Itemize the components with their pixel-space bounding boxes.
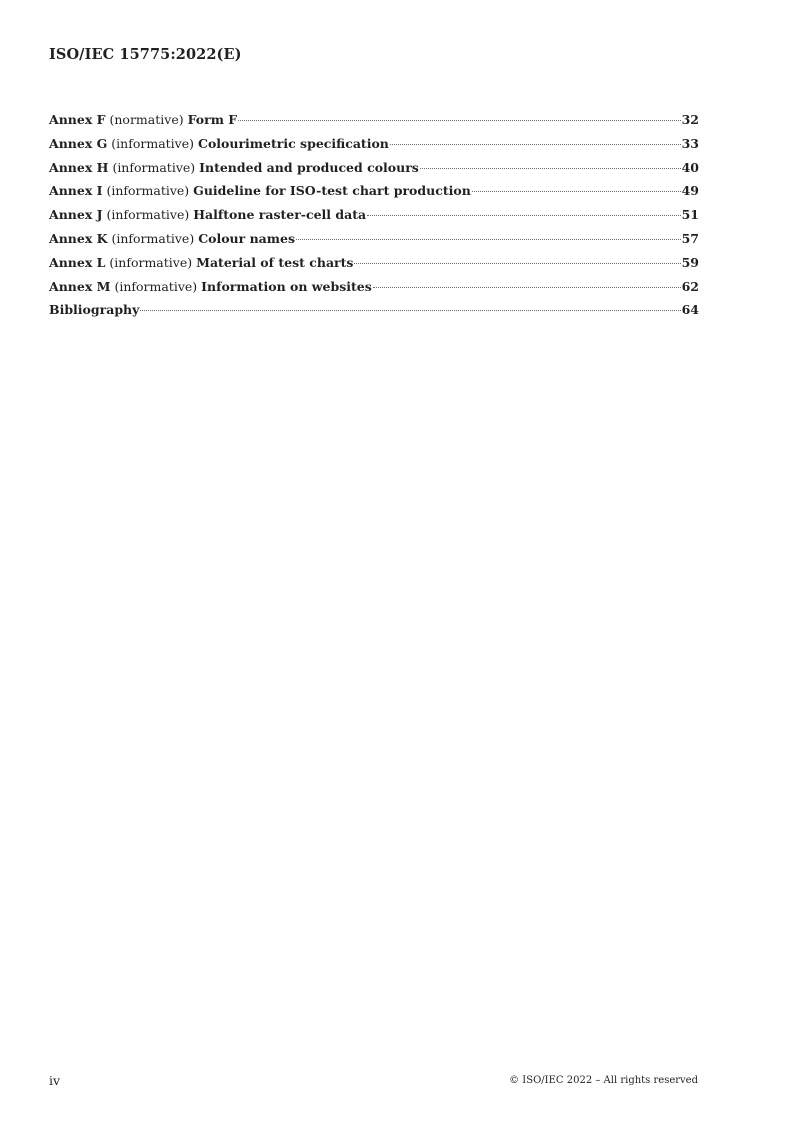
toc-annex-type: (normative) <box>109 112 184 127</box>
toc-entry-label <box>49 182 471 200</box>
toc-entry-annex-j[interactable] <box>49 206 699 230</box>
toc-annex-type: (informative) <box>111 135 195 151</box>
toc-page-number: 62 <box>681 278 699 294</box>
toc-page-number: 51 <box>681 207 699 223</box>
toc-entry-label <box>49 230 295 248</box>
toc-title: Colour names <box>198 230 295 246</box>
toc-annex: Annex K <box>49 230 108 246</box>
toc-annex-type: (informative) <box>112 159 196 175</box>
toc-annex: Annex L <box>49 254 106 270</box>
toc-dot-leader <box>367 215 680 216</box>
toc-entry-label <box>49 254 353 272</box>
toc-title: Guideline for ISO-test chart production <box>193 183 471 199</box>
toc-page-number: 40 <box>681 159 699 175</box>
toc-page-number: 59 <box>681 254 699 270</box>
toc-entry-annex-m[interactable] <box>49 278 699 302</box>
toc-page-number: 57 <box>681 230 699 246</box>
toc-entry-annex-i[interactable] <box>49 182 699 206</box>
toc-annex-type: (informative) <box>106 183 190 199</box>
toc-annex: Annex I <box>49 183 103 199</box>
toc-entry-bibliography[interactable] <box>49 301 699 325</box>
toc-annex-type: (informative) <box>114 278 198 294</box>
toc-title: Intended and produced colours <box>199 159 419 175</box>
footer-copyright: © ISO/IEC 2022 – All rights reserved <box>509 1075 698 1086</box>
toc-dot-leader <box>296 239 681 240</box>
toc-entry-annex-h[interactable] <box>49 159 699 183</box>
toc-dot-leader <box>354 263 680 264</box>
toc-entry-label <box>49 206 366 224</box>
toc-title: Information on websites <box>201 278 372 294</box>
toc-entry-annex-k[interactable] <box>49 230 699 254</box>
toc-annex: Annex J <box>49 207 103 223</box>
footer-page-number: iv <box>49 1073 61 1088</box>
toc-title: Form F <box>187 112 238 127</box>
toc-annex-type: (informative) <box>109 254 193 270</box>
document-id: ISO/IEC 15775:2022(E) <box>49 46 242 63</box>
toc-dot-leader <box>420 168 681 169</box>
toc-annex: Annex H <box>49 159 109 175</box>
toc-page-number: 33 <box>681 135 699 151</box>
toc-entry-label <box>49 111 237 129</box>
toc-title: Colourimetric specification <box>198 135 389 151</box>
toc-title: Material of test charts <box>196 254 354 270</box>
toc-entry-label <box>49 159 419 177</box>
toc-page-number: 49 <box>681 183 699 199</box>
toc-entry-annex-g[interactable] <box>49 135 699 159</box>
toc-entry-annex-l[interactable] <box>49 254 699 278</box>
toc-title: Bibliography <box>49 302 140 318</box>
toc-annex-type: (informative) <box>111 230 195 246</box>
toc-annex: Annex F <box>49 112 106 127</box>
toc-page-number: 64 <box>681 302 699 318</box>
toc-annex: Annex M <box>49 278 111 294</box>
toc-page-number: 32 <box>681 112 699 127</box>
toc-dot-leader <box>140 310 680 311</box>
table-of-contents <box>49 111 699 325</box>
toc-dot-leader <box>373 287 681 288</box>
toc-dot-leader <box>472 191 681 192</box>
toc-title: Halftone raster-cell data <box>193 207 367 223</box>
toc-entry-label <box>49 301 139 319</box>
toc-entry-annex-f[interactable] <box>49 111 699 135</box>
toc-annex: Annex G <box>49 135 108 151</box>
toc-dot-leader <box>238 120 680 121</box>
toc-entry-label <box>49 278 372 296</box>
toc-dot-leader <box>390 144 681 145</box>
toc-entry-label <box>49 135 389 153</box>
toc-annex-type: (informative) <box>106 207 190 223</box>
